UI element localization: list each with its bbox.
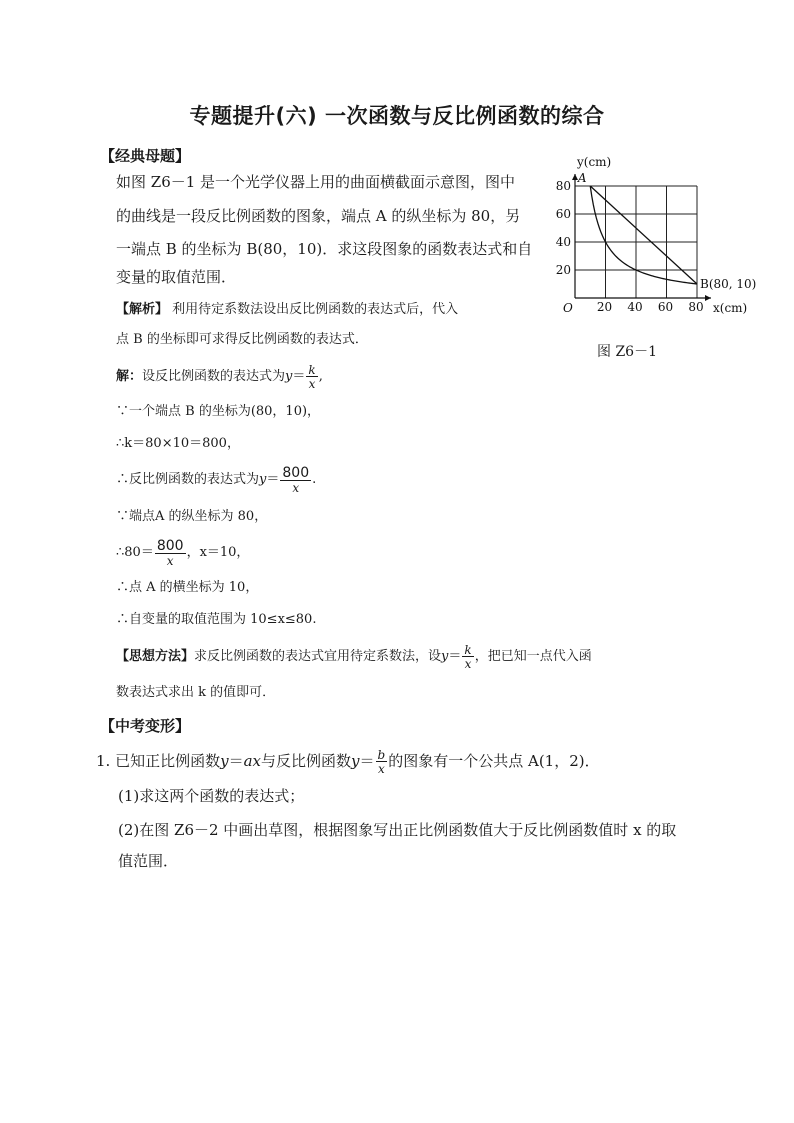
fraction-numerator: 800 <box>156 537 184 554</box>
analysis-text-1: 利用待定系数法设出反比例函数的表达式后，代入 <box>172 302 459 317</box>
fraction-800-over-x <box>280 466 311 494</box>
fraction-numerator: k <box>464 642 472 657</box>
question-1-line-1 <box>96 746 600 776</box>
solution-line-7: ∴点 A 的横坐标为 10， <box>116 580 259 595</box>
math-eq: ＝ <box>359 752 375 770</box>
solution-text-6b: ，x＝10， <box>186 545 250 560</box>
question-text-2: 与反比例函数 <box>261 752 352 770</box>
y-axis-label: y(cm) <box>577 155 612 169</box>
analysis-label: 【解析】 <box>116 302 169 317</box>
fraction-denominator: x <box>464 656 472 671</box>
x-tick-label: 60 <box>657 300 674 314</box>
fraction-k-over-x <box>462 644 473 670</box>
solution-text-6: ∴80＝ <box>116 545 154 560</box>
solution-line-5: ∵端点A 的纵坐标为 80， <box>116 509 268 524</box>
y-tick-label: 80 <box>555 179 571 193</box>
question-1-sub-2-line-1: (2)在图 Z6－2 中画出草图，根据图象写出正比例函数值大于反比例函数值时 x 的取 <box>118 821 677 839</box>
solution-label: 解： <box>116 369 143 384</box>
figure-caption: 图 Z6－1 <box>597 344 657 360</box>
section-heading-variant: 【中考变形】 <box>100 717 191 735</box>
y-tick-label: 60 <box>555 207 571 221</box>
question-number: 1. <box>96 752 111 770</box>
math-ax: ax <box>243 752 262 770</box>
y-tick-label: 40 <box>555 235 571 249</box>
question-text-3: 的图象有一个公共点 A(1，2)． <box>388 752 600 770</box>
math-eq: ＝ <box>292 369 306 384</box>
solution-line-8: ∴自变量的取值范围为 10≤x≤80. <box>116 612 317 627</box>
x-tick-label: 20 <box>596 300 613 314</box>
math-y: y <box>220 752 229 770</box>
page-title: 专题提升(六) 一次函数与反比例函数的综合 <box>189 104 605 128</box>
x-tick-label: 40 <box>627 300 643 314</box>
math-eq: ＝ <box>448 649 462 664</box>
solution-line-2: ∵一个端点 B 的坐标为(80，10)， <box>116 404 321 419</box>
problem-line-4: 变量的取值范围． <box>116 268 237 286</box>
fraction-denominator: x <box>308 376 316 391</box>
problem-line-3: 一端点 B 的坐标为 B(80，10)．求这段图象的函数表达式和自 <box>116 240 533 258</box>
math-eq: ＝ <box>266 472 280 487</box>
x-tick-label: 80 <box>688 300 704 314</box>
math-y: y <box>285 369 293 384</box>
solution-text-4: ∴反比例函数的表达式为 <box>116 472 260 487</box>
solution-line-4 <box>116 465 316 495</box>
math-y: y <box>351 752 360 770</box>
segment-ab <box>590 186 697 284</box>
solution-text-1: 设反比例函数的表达式为 <box>142 369 286 384</box>
y-tick-label: 20 <box>555 263 571 277</box>
analysis-line-1 <box>116 295 458 325</box>
fraction-b-over-x <box>376 749 388 775</box>
question-1-sub-1: (1)求这两个函数的表达式； <box>118 787 305 805</box>
fraction-numerator: b <box>377 748 386 762</box>
figure-z6-1 <box>540 150 757 320</box>
fraction-denominator: x <box>292 480 300 495</box>
punct: , <box>318 369 323 384</box>
problem-line-1: 如图 Z6－1 是一个光学仪器上用的曲面横截面示意图，图中 <box>116 173 516 191</box>
fraction-denominator: x <box>166 553 174 568</box>
question-text-1: 已知正比例函数 <box>115 752 221 770</box>
method-line-2: 数表达式求出 k 的值即可． <box>116 685 276 700</box>
solution-line-3: ∴k＝80×10＝800， <box>116 436 240 451</box>
problem-line-2: 的曲线是一段反比例函数的图象，端点 A 的纵坐标为 80，另 <box>116 207 521 225</box>
fraction-800-over-x <box>155 539 186 567</box>
punct: . <box>312 472 317 487</box>
math-eq: ＝ <box>228 752 244 770</box>
section-heading-classic: 【经典母题】 <box>100 147 191 165</box>
fraction-k-over-x <box>306 364 317 390</box>
fraction-numerator: 800 <box>282 464 310 481</box>
solution-line-1 <box>116 362 323 392</box>
method-line-1 <box>116 642 592 672</box>
analysis-line-2: 点 B 的坐标即可求得反比例函数的表达式． <box>116 332 368 347</box>
solution-line-6 <box>116 538 249 568</box>
origin-label: O <box>563 301 573 315</box>
point-a-label: A <box>577 171 587 185</box>
method-label: 【思想方法】 <box>116 649 195 664</box>
question-1-sub-2-line-2: 值范围． <box>118 852 179 870</box>
math-y: y <box>441 649 449 664</box>
method-text-1b: ，把已知一点代入函 <box>474 649 592 664</box>
point-b-label: B(80, 10) <box>700 277 757 291</box>
fraction-numerator: k <box>308 362 316 377</box>
method-text-1: 求反比例函数的表达式宜用待定系数法，设 <box>194 649 442 664</box>
math-y: y <box>259 472 267 487</box>
x-axis-label: x(cm) <box>713 301 748 315</box>
x-axis-arrow-icon <box>705 295 711 301</box>
fraction-denominator: x <box>377 762 385 776</box>
